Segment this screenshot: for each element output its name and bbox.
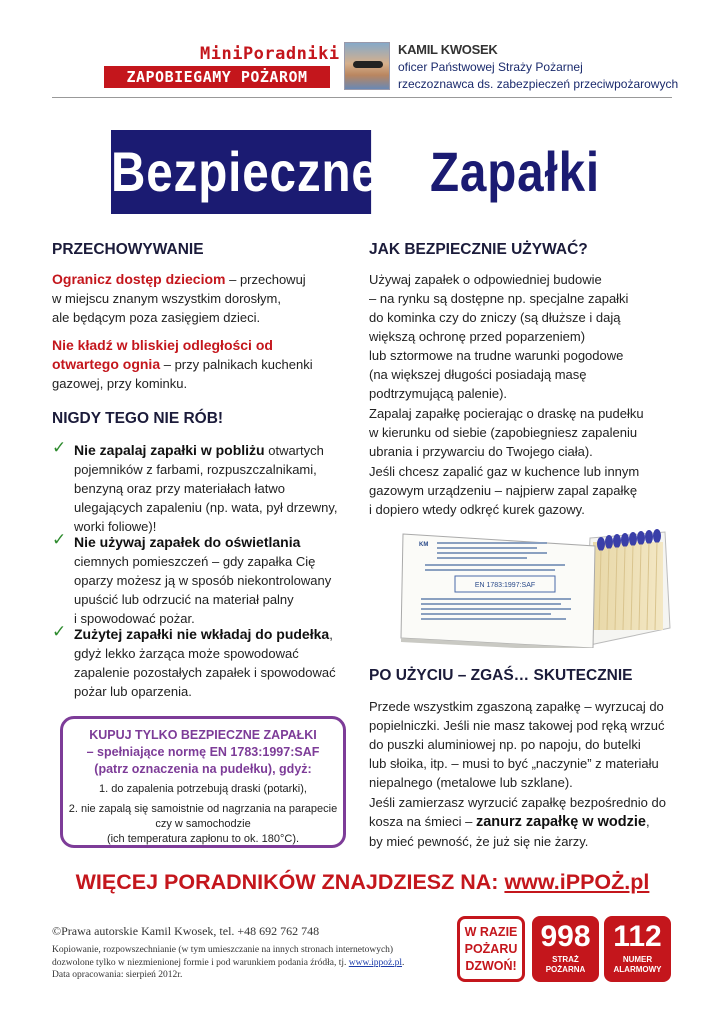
text: do kominka czy do zniczy (są dłuższe i dają — [369, 310, 621, 325]
check-icon: ✓ — [52, 622, 67, 641]
text: POŻARNA — [545, 965, 586, 974]
legal-note — [52, 944, 404, 970]
use-paragraph-2 — [369, 404, 679, 461]
sunglasses-icon — [353, 61, 383, 68]
author-role: oficer Państwowej Straży Pożarnej — [398, 60, 583, 74]
check-icon: ✓ — [52, 530, 67, 549]
text: ale będącym poza zasięgiem dzieci. — [52, 310, 261, 325]
matchbox-brand: KM — [419, 542, 429, 548]
fire-call-badge — [457, 916, 525, 982]
text: . — [402, 958, 405, 968]
never-heading: NIGDY TEGO NIE RÓB! — [52, 410, 224, 427]
text: by mieć pewność, że już się nie żarzy. — [369, 834, 589, 849]
series-subtitle: ZAPOBIEGAMY POŻAROM — [104, 66, 330, 88]
copyright: ©Prawa autorskie Kamil Kwosek, tel. +48 692 762 748 — [52, 924, 320, 938]
box-item: (ich temperatura zapłonu to ok. 180°C). — [106, 833, 300, 845]
text: w kierunku od siebie (zapobiegniesz zapaleniu — [369, 425, 638, 440]
use-heading: JAK BEZPIECZNIE UŻYWAĆ? — [369, 241, 588, 258]
after-use-paragraph-2 — [369, 793, 679, 851]
author-avatar — [344, 42, 390, 90]
after-use-paragraph-1 — [369, 697, 679, 792]
phone-number: 998 — [540, 920, 591, 953]
text: dozwolone tylko w niezmienionej formie i pod warunkiem podania źródła, tj. — [52, 958, 349, 968]
header-divider — [52, 97, 672, 98]
safe-matches-box — [60, 716, 346, 848]
text: oparzy możesz ją w sposób niekontrolowany — [74, 573, 332, 588]
text: Nie używaj zapałek do oświetlania — [74, 534, 301, 550]
box-item: 2. nie zapalą się samoistnie od nagrzania na parapecie — [68, 803, 338, 815]
text: do puszki aluminiowej np. po napoju, do butelki — [369, 737, 641, 752]
box-title: KUPUJ TYLKO BEZPIECZNE ZAPAŁKI — [89, 728, 317, 742]
text: DZWOŃ! — [465, 959, 517, 973]
title-word-zapalki: Zapałki — [430, 140, 600, 203]
website-link[interactable]: www.iPPOŻ.pl — [504, 870, 650, 894]
box-item: 1. do zapalenia potrzebują draski (potarki), — [99, 783, 307, 795]
more-guides-banner — [0, 870, 725, 895]
never-item-2 — [74, 533, 354, 628]
storage-paragraph-1 — [52, 270, 352, 327]
use-paragraph-3 — [369, 462, 679, 519]
text: gazowej, przy kominku. — [52, 376, 188, 391]
text: W RAZIE — [464, 925, 518, 939]
text: NUMER — [622, 955, 653, 964]
text: Jeśli zamierzasz wyrzucić zapałkę bezpośrednio do — [369, 795, 666, 810]
text: pożar lub oparzenia. — [74, 684, 192, 699]
text: , — [645, 814, 650, 829]
text: Przede wszystkim zgaszoną zapałkę – wyrzucaj do — [369, 699, 664, 714]
date-note: Data opracowania: sierpień 2012r. — [52, 970, 183, 980]
text: i dopiero wtedy odkręć kurek gazowy. — [369, 502, 585, 517]
text: zapalenie pozostałych zapałek i spowodować — [74, 665, 336, 680]
text: ciemnych pomieszczeń – gdy zapałka Cię — [74, 554, 316, 569]
after-use-heading: PO UŻYCIU – ZGAŚ… SKUTECZNIE — [369, 667, 633, 684]
series-title: MiniPoradniki — [200, 44, 340, 64]
text: – przechowuj — [225, 272, 306, 287]
text: (na większej długości posiadają masę — [369, 367, 587, 382]
text: ubrania i przywarciu do Twojego ciała). — [369, 444, 593, 459]
text: popielniczki. Jeśli nie masz takowej pod ręką wrzuć — [369, 718, 665, 733]
matchbox-norm-label: EN 1783:1997:SAF — [474, 582, 536, 589]
storage-heading: PRZECHOWYWANIE — [52, 241, 204, 258]
never-item-3 — [74, 625, 354, 701]
text: Nie zapalaj zapałki w pobliżu — [74, 442, 265, 458]
text: – przy palnikach kuchenki — [160, 357, 313, 372]
text: Zużytej zapałki nie wkładaj do pudełka — [74, 626, 330, 642]
matchbox-image — [395, 528, 675, 648]
box-title: (patrz oznaczenia na pudełku), gdyż: — [94, 762, 312, 776]
text: benzyną oraz przy materiałach łatwo — [74, 481, 285, 496]
fire-brigade-number — [532, 916, 599, 982]
text: i spowodować pożar. — [74, 611, 195, 626]
text: lub sztormowe na trudne warunki pogodowe — [369, 348, 624, 363]
water-emphasis: zanurz zapałkę w wodzie — [475, 814, 646, 830]
text: otwartych — [264, 443, 324, 458]
text: ALARMOWY — [613, 965, 662, 974]
text: upuścić lub odrzucić na materiał palny — [74, 592, 294, 607]
text: kosza na śmieci – — [369, 814, 476, 829]
title-word-bezpieczne — [111, 130, 379, 214]
text: lub słoika, itp. – musi to być „naczynie” z materiału — [369, 756, 659, 771]
legal-link[interactable]: www.ippoż.pl — [348, 958, 403, 968]
phone-number: 112 — [613, 920, 662, 953]
box-item: czy w samochodzie — [155, 818, 251, 830]
author-role: rzeczoznawca ds. zabezpieczeń przeciwpożarowych — [398, 77, 679, 91]
text: POŻARU — [464, 942, 518, 956]
text: Kopiowanie, rozpowszechnianie (w tym umieszczanie na innych stronach internetowych) — [52, 945, 394, 955]
text: niepalnego (metalowe lub szklane). — [369, 775, 573, 790]
more-guides-text: WIĘCEJ PORADNIKÓW ZNAJDZIESZ NA: — [75, 870, 505, 894]
text: ulegających zapaleniu (np. wata, pył drzewny, — [74, 500, 338, 515]
use-paragraph-1 — [369, 270, 679, 403]
author-name: KAMIL KWOSEK — [398, 42, 498, 57]
matches — [593, 529, 663, 630]
text: większą ochronę przed poparzeniem) — [369, 329, 586, 344]
text: gdyż lekko żarząca może spowodować — [74, 646, 299, 661]
text: Zapalaj zapałkę pocierając o draskę na pudełku — [369, 406, 644, 421]
text: Jeśli chcesz zapalić gaz w kuchence lub innym — [369, 464, 640, 479]
text: worki foliowe)! — [74, 519, 157, 534]
text: Używaj zapałek o odpowiedniej budowie — [369, 272, 602, 287]
storage-paragraph-2 — [52, 336, 352, 393]
text: STRAŻ — [552, 955, 579, 964]
text: w miejscu znanym wszystkim dorosłym, — [52, 291, 281, 306]
storage-emphasis: otwartego ognia — [52, 356, 161, 372]
text: , — [329, 627, 333, 642]
text: – na rynku są dostępne np. specjalne zapałki — [369, 291, 629, 306]
title-text: Bezpieczne — [111, 140, 379, 203]
text: gazowym urządzeniu – najpierw zapal zapałkę — [369, 483, 638, 498]
text: podtrzymującą palenie). — [369, 386, 508, 401]
emergency-number — [604, 916, 671, 982]
box-title: – spełniające normę EN 1783:1997:SAF — [86, 745, 320, 759]
never-item-1 — [74, 441, 354, 536]
text: pojemników z farbami, rozpuszczalnikami, — [74, 462, 317, 477]
storage-emphasis: Ogranicz dostęp dzieciom — [52, 271, 226, 287]
check-icon: ✓ — [52, 438, 67, 457]
storage-emphasis: Nie kładź w bliskiej odległości od — [52, 337, 273, 353]
